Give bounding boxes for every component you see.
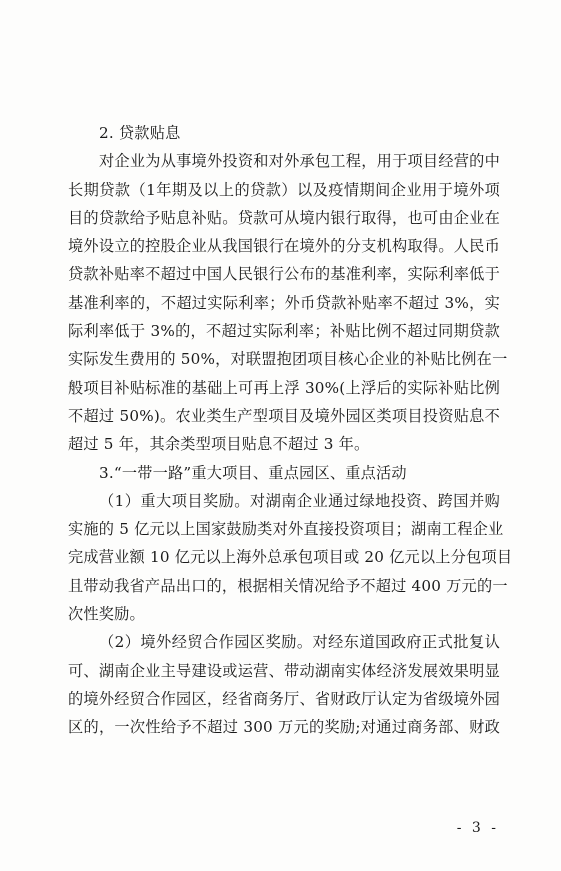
paragraph-line: 实际发生费用的 50%，对联盟抱团项目核心企业的补贴比例在一 bbox=[68, 350, 508, 369]
section-heading-belt-and-road: 3.“一带一路”重大项目、重点园区、重点活动 bbox=[99, 463, 407, 482]
paragraph-line: 超过 5 年，其余类型项目贴息不超过 3 年。 bbox=[68, 435, 370, 454]
paragraph-line: 区的，一次性给予不超过 300 万元的奖励;对通过商务部、财政 bbox=[68, 718, 500, 737]
paragraph-line: 的境外经贸合作园区，经省商务厅、省财政厅认定为省级境外园 bbox=[68, 689, 500, 708]
paragraph-line: 贷款补贴率不超过中国人民银行公布的基准利率，实际利率低于 bbox=[68, 265, 500, 284]
document-body bbox=[68, 119, 513, 742]
page-number: - 3 - bbox=[456, 820, 499, 836]
paragraph-line: 际利率低于 3%的，不超过实际利率；补贴比例不超过同期贷款 bbox=[68, 322, 500, 341]
paragraph-line: 完成营业额 10 亿元以上海外总承包项目或 20 亿元以上分包项目 bbox=[68, 548, 513, 567]
paragraph-line: （1）重大项目奖励。对湖南企业通过绿地投资、跨国并购 bbox=[99, 491, 500, 510]
paragraph-line: 且带动我省产品出口的，根据相关情况给予不超过 400 万元的一 bbox=[68, 576, 508, 595]
paragraph-line: （2）境外经贸合作园区奖励。对经东道国政府正式批复认 bbox=[99, 633, 500, 652]
paragraph-line: 次性奖励。 bbox=[68, 605, 145, 624]
paragraph-line: 目的贷款给予贴息补贴。贷款可从境内银行取得，也可由企业在 bbox=[68, 208, 500, 227]
paragraph-line: 基准利率的，不超过实际利率；外币贷款补贴率不超过 3%，实 bbox=[68, 293, 500, 312]
paragraph-line: 境外设立的控股企业从我国银行在境外的分支机构取得。人民币 bbox=[68, 237, 500, 256]
paragraph-line: 长期贷款（1年期及以上的贷款）以及疫情期间企业用于境外项 bbox=[68, 180, 500, 199]
paragraph-line: 不超过 50%)。农业类生产型项目及境外园区类项目投资贴息不 bbox=[68, 406, 500, 425]
paragraph-line: 实施的 5 亿元以上国家鼓励类对外直接投资项目；湖南工程企业 bbox=[68, 520, 504, 539]
section-heading-loan-subsidy: 2. 贷款贴息 bbox=[99, 124, 181, 142]
paragraph-line: 对企业为从事境外投资和对外承包工程，用于项目经营的中 bbox=[99, 152, 500, 171]
paragraph-line: 般项目补贴标准的基础上可再上浮 30%(上浮后的实际补贴比例 bbox=[68, 378, 500, 397]
paragraph-line: 可、湖南企业主导建设或运营、带动湖南实体经济发展效果明显 bbox=[68, 661, 500, 680]
